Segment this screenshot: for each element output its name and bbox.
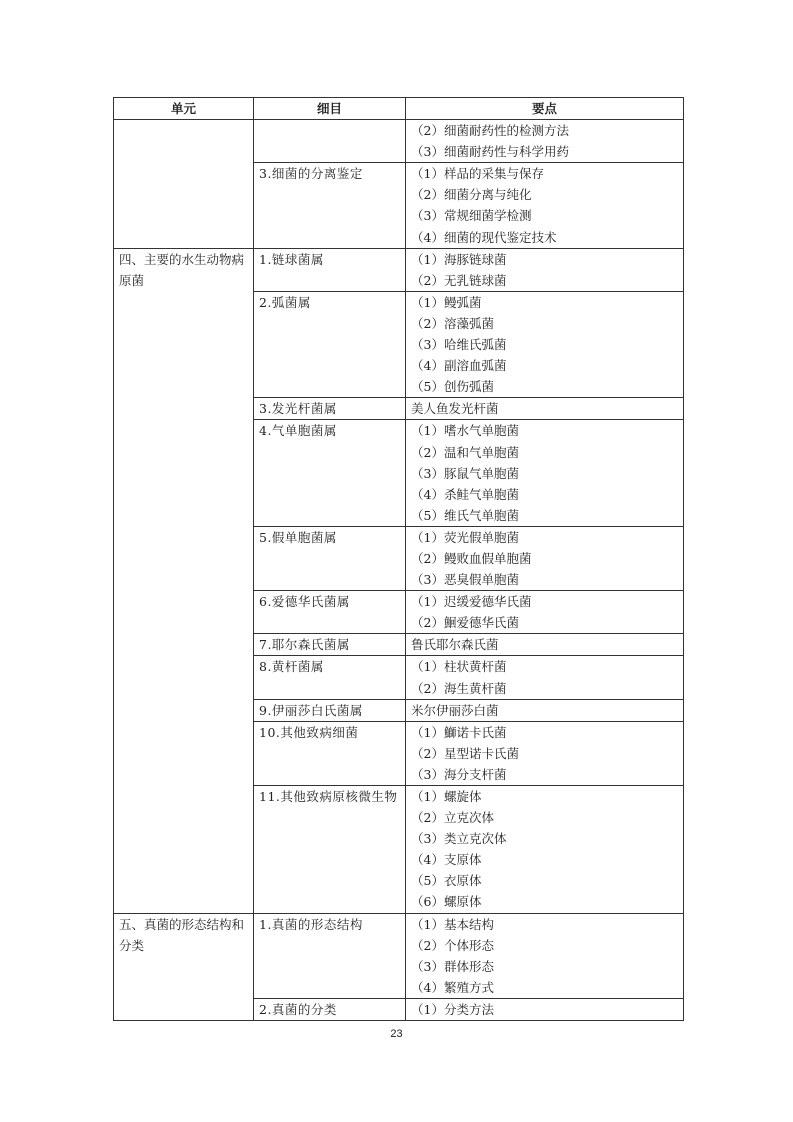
points-cell <box>406 998 684 1020</box>
item-cell: 2.弧菌属 <box>254 291 406 397</box>
point-line: （1）嗜水气单胞菌 <box>411 423 519 439</box>
header-item: 细目 <box>254 98 406 120</box>
point-line: （2）立克次体 <box>411 810 494 826</box>
point-line: （6）螺原体 <box>411 894 482 910</box>
point-line: （2）个体形态 <box>411 937 494 953</box>
point-line: （2）溶藻弧菌 <box>411 315 494 331</box>
item-cell: 8.黄杆菌属 <box>254 656 406 699</box>
point-line: （2）鮰爱德华氏菌 <box>411 615 519 631</box>
point-line: （2）海生黄杆菌 <box>411 680 507 696</box>
unit-cell <box>114 120 254 249</box>
item-cell: 1.真菌的形态结构 <box>254 913 406 998</box>
point-line: （2）鳗败血假单胞菌 <box>411 550 532 566</box>
point-line: （1）迟缓爱德华氏菌 <box>411 594 532 610</box>
point-line: （2）细菌分离与纯化 <box>411 187 532 203</box>
point-line: （5）维氏气单胞菌 <box>411 507 519 523</box>
point-line: （1）样品的采集与保存 <box>411 166 544 182</box>
item-cell: 9.伊丽莎白氏菌属 <box>254 699 406 721</box>
point-line: 米尔伊丽莎白菌 <box>411 702 499 718</box>
point-line: （3）常规细菌学检测 <box>411 208 532 224</box>
point-line: （4）细菌的现代鉴定技术 <box>411 229 557 245</box>
header-row <box>114 98 684 120</box>
point-line: （1）鰤诺卡氏菌 <box>411 724 507 740</box>
header-unit: 单元 <box>114 98 254 120</box>
point-line: （4）杀鲑气单胞菌 <box>411 486 519 502</box>
point-line: （4）副溶血弧菌 <box>411 358 507 374</box>
points-cell <box>406 591 684 634</box>
points-cell <box>406 634 684 656</box>
point-line: （3）类立克次体 <box>411 831 507 847</box>
points-cell <box>406 699 684 721</box>
item-cell: 3.细菌的分离鉴定 <box>254 163 406 248</box>
point-line: （1）荧光假单胞菌 <box>411 529 519 545</box>
table-row <box>114 248 684 291</box>
header-points: 要点 <box>406 98 684 120</box>
table-row <box>114 913 684 998</box>
point-line: （3）哈维氏弧菌 <box>411 337 507 353</box>
point-line: （3）豚鼠气单胞菌 <box>411 465 519 481</box>
points-cell <box>406 120 684 163</box>
item-cell: 4.气单胞菌属 <box>254 420 406 526</box>
point-line: 鲁氏耶尔森氏菌 <box>411 637 499 653</box>
points-cell <box>406 913 684 998</box>
item-cell: 5.假单胞菌属 <box>254 526 406 590</box>
table-row <box>114 120 684 163</box>
point-line: （1）鳗弧菌 <box>411 294 482 310</box>
item-cell: 2.真菌的分类 <box>254 998 406 1020</box>
item-cell <box>254 120 406 163</box>
points-cell <box>406 248 684 291</box>
point-line: （3）群体形态 <box>411 958 494 974</box>
points-cell <box>406 526 684 590</box>
points-cell <box>406 291 684 397</box>
point-line: （2）星型诺卡氏菌 <box>411 745 519 761</box>
point-line: （1）海豚链球菌 <box>411 251 507 267</box>
unit-cell: 四、主要的水生动物病原菌 <box>114 248 254 913</box>
point-line: （1）基本结构 <box>411 916 494 932</box>
item-cell: 10.其他致病细菌 <box>254 721 406 785</box>
points-cell <box>406 398 684 420</box>
item-cell: 3.发光杆菌属 <box>254 398 406 420</box>
unit-cell: 五、真菌的形态结构和分类 <box>114 913 254 1020</box>
point-line: （2）无乳链球菌 <box>411 272 507 288</box>
point-line: （1）柱状黄杆菌 <box>411 659 507 675</box>
points-cell <box>406 163 684 248</box>
point-line: （3）恶臭假单胞菌 <box>411 572 519 588</box>
point-line: 美人鱼发光杆菌 <box>411 401 499 417</box>
point-line: （4）繁殖方式 <box>411 979 494 995</box>
points-cell <box>406 656 684 699</box>
item-cell: 11.其他致病原核微生物 <box>254 786 406 914</box>
item-cell: 1.链球菌属 <box>254 248 406 291</box>
points-cell <box>406 786 684 914</box>
point-line: （3）海分支杆菌 <box>411 766 507 782</box>
point-line: （4）支原体 <box>411 852 482 868</box>
item-cell: 6.爱德华氏菌属 <box>254 591 406 634</box>
item-cell: 7.耶尔森氏菌属 <box>254 634 406 656</box>
point-line: （5）衣原体 <box>411 873 482 889</box>
point-line: （3）细菌耐药性与科学用药 <box>411 144 569 160</box>
table-body <box>114 120 684 1021</box>
syllabus-table <box>113 97 684 1021</box>
point-line: （1）分类方法 <box>411 1001 494 1017</box>
page-number: 23 <box>390 1028 403 1040</box>
point-line: （2）温和气单胞菌 <box>411 444 519 460</box>
points-cell <box>406 721 684 785</box>
points-cell <box>406 420 684 526</box>
point-line: （2）细菌耐药性的检测方法 <box>411 123 569 139</box>
point-line: （1）螺旋体 <box>411 789 482 804</box>
point-line: （5）创伤弧菌 <box>411 379 494 395</box>
